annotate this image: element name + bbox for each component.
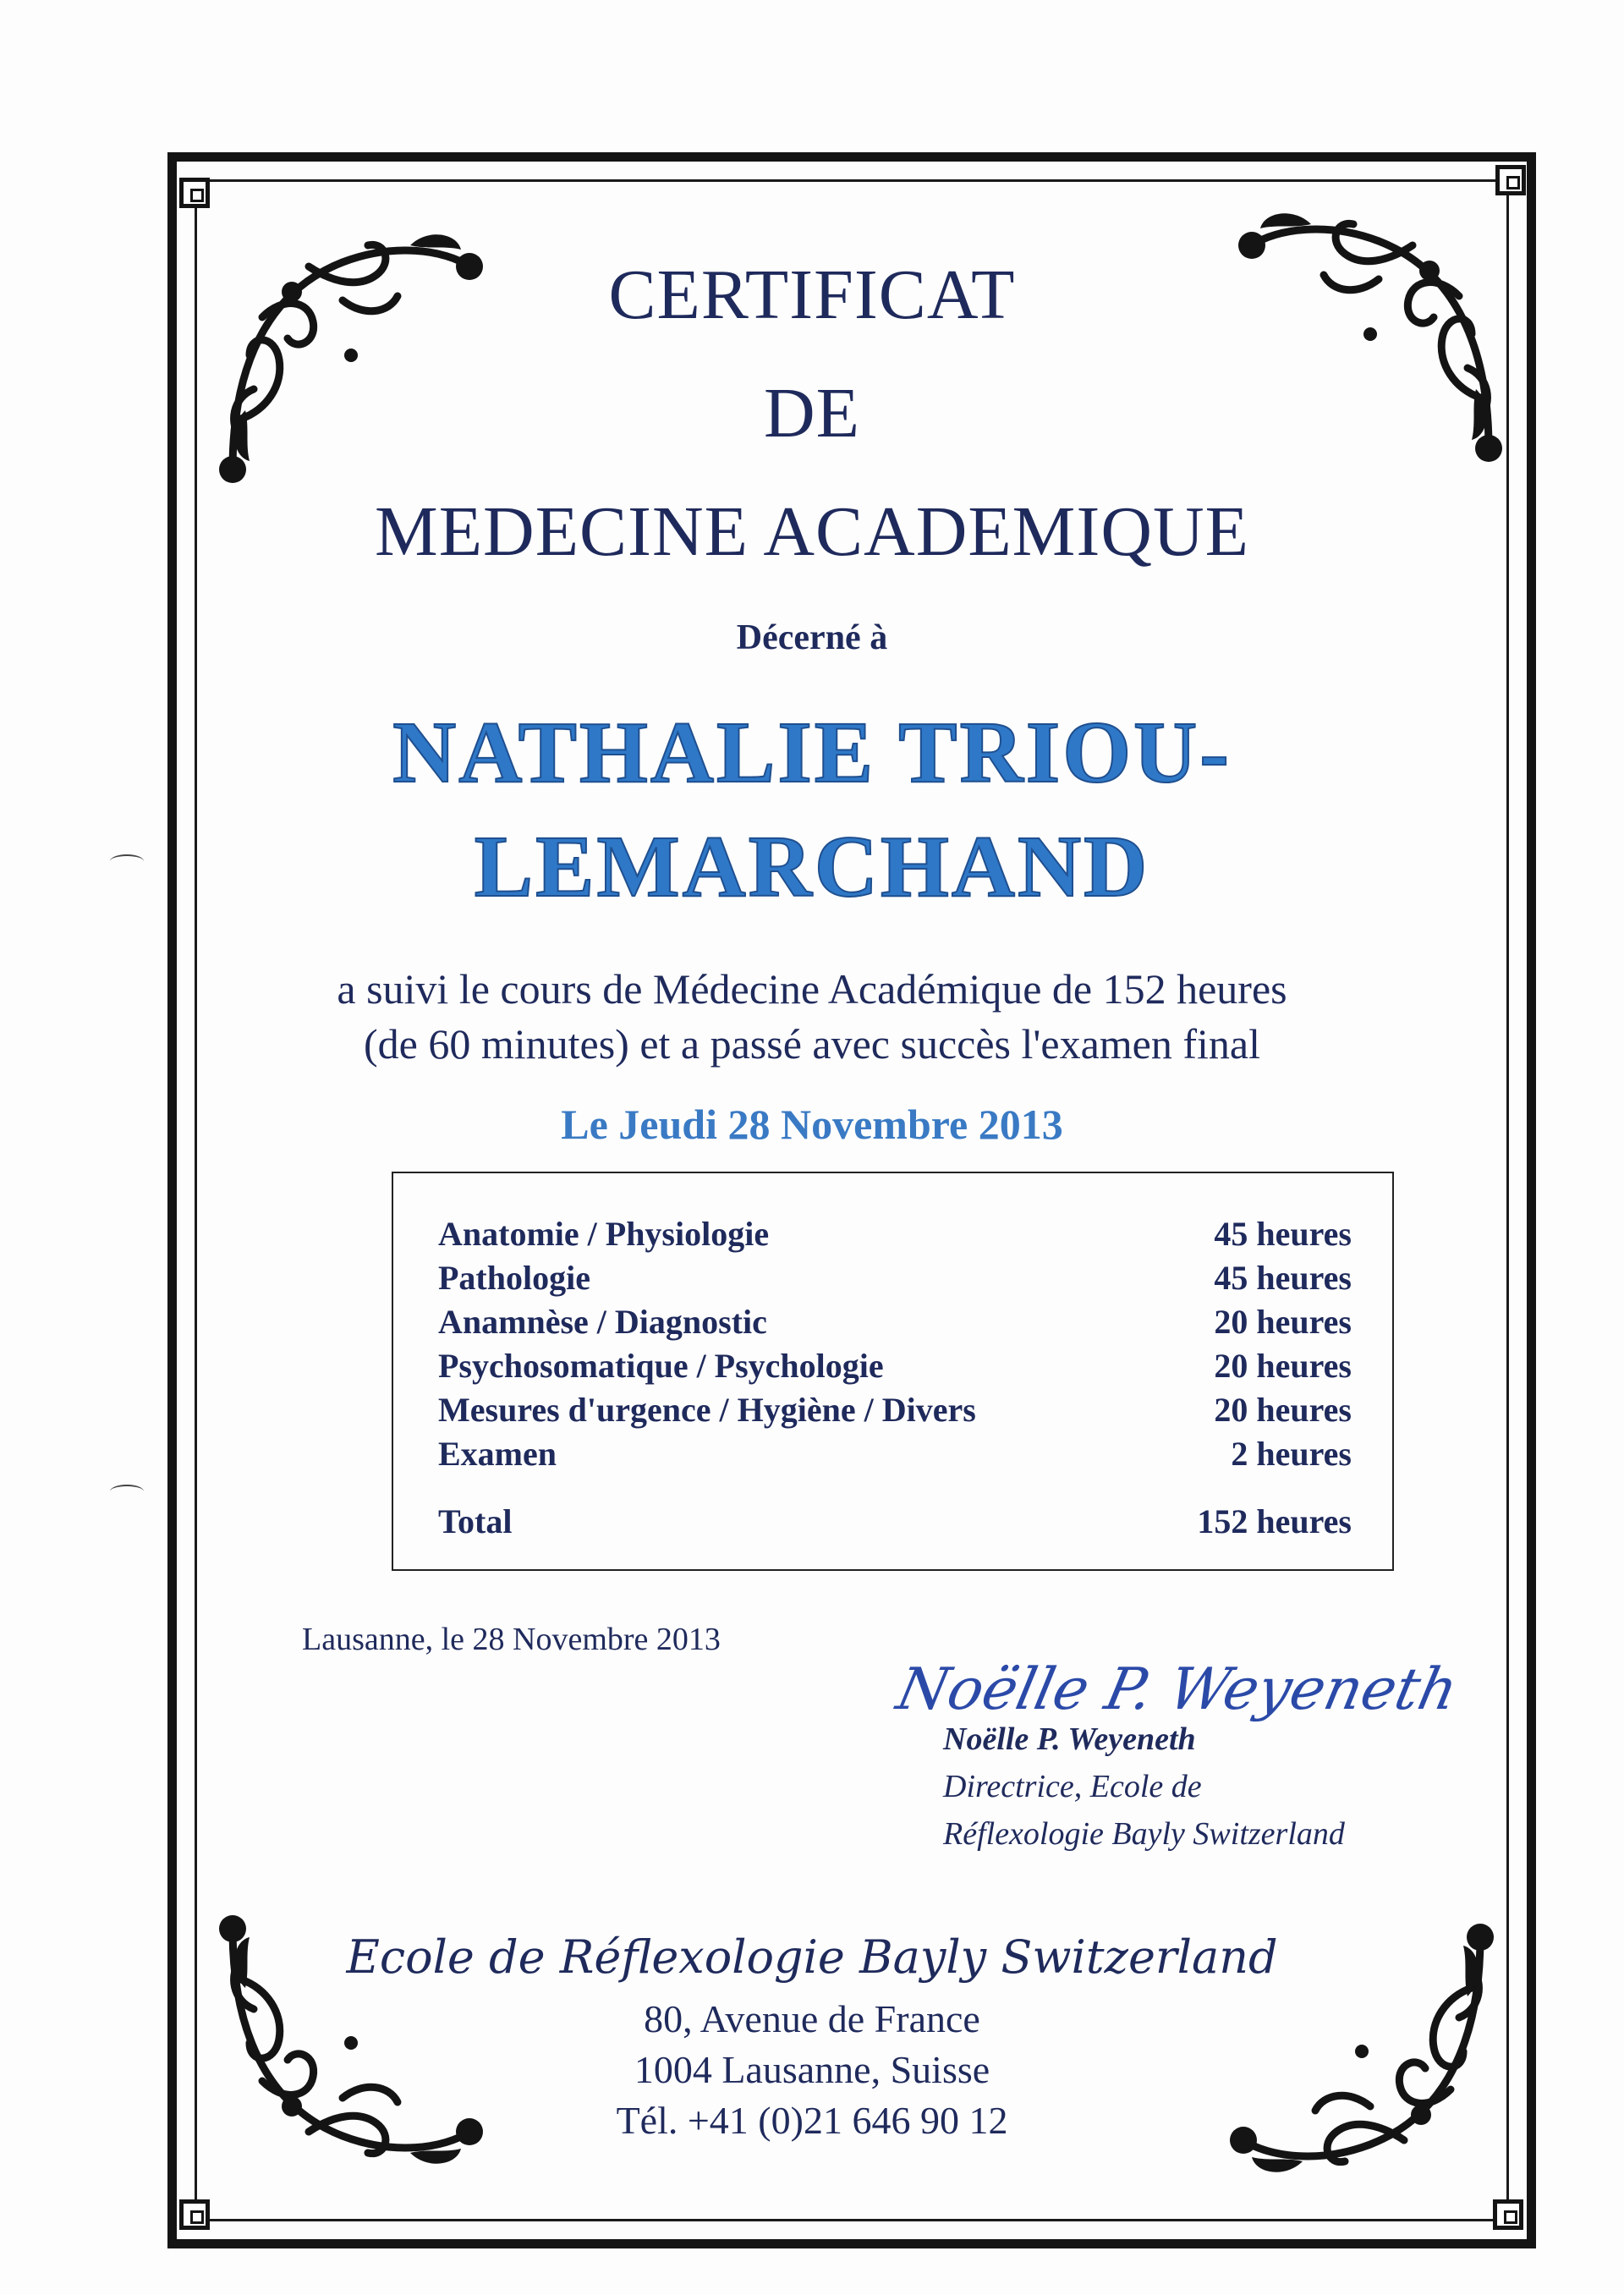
margin-mark-bottom (110, 1485, 144, 1498)
recipient-name-line1: NATHALIE TRIOU- (392, 704, 1232, 801)
description-line2: (de 60 minutes) et a passé avec succès l'examen final (364, 1020, 1260, 1068)
table-row (438, 1434, 1352, 1478)
school-street: 80, Avenue de France (644, 1997, 980, 2040)
course-name: Pathologie (438, 1259, 590, 1297)
course-hours: 2 heures (1231, 1435, 1352, 1473)
signer-title-line2: Réflexologie Bayly Switzerland (943, 1816, 1345, 1852)
corner-square-icon (179, 178, 210, 208)
table-row (438, 1214, 1352, 1258)
corner-square-icon (1493, 2199, 1523, 2230)
course-name: Anatomie / Physiologie (438, 1215, 770, 1253)
title-discipline: MEDECINE ACADEMIQUE (375, 492, 1249, 571)
table-row (438, 1302, 1352, 1346)
corner-square-icon (179, 2199, 210, 2230)
exam-date: Le Jeudi 28 Novembre 2013 (561, 1101, 1063, 1148)
title-certificat: CERTIFICAT (608, 255, 1016, 334)
awarded-to-label: Décerné à (736, 618, 888, 657)
title-de: DE (764, 374, 860, 453)
course-hours: 20 heures (1214, 1391, 1352, 1429)
course-hours: 20 heures (1214, 1347, 1352, 1385)
handwritten-signature: Noëlle P. Weyeneth (891, 1656, 1464, 1723)
course-hours: 20 heures (1214, 1303, 1352, 1341)
description-line1: a suivi le cours de Médecine Académique de 152 heures (337, 965, 1287, 1013)
total-row (438, 1502, 1352, 1546)
course-name: Mesures d'urgence / Hygiène / Divers (438, 1391, 976, 1429)
table-row (438, 1390, 1352, 1434)
school-city: 1004 Lausanne, Suisse (634, 2048, 990, 2091)
table-row (438, 1346, 1352, 1390)
total-hours: 152 heures (1197, 1502, 1352, 1540)
course-name: Psychosomatique / Psychologie (438, 1347, 884, 1385)
course-hours: 45 heures (1214, 1215, 1352, 1253)
course-name: Anamnèse / Diagnostic (438, 1303, 767, 1341)
place-and-date: Lausanne, le 28 Novembre 2013 (302, 1622, 721, 1657)
course-name: Examen (438, 1435, 557, 1473)
corner-square-icon (1495, 165, 1526, 195)
signer-title-line1: Directrice, Ecole de (943, 1769, 1202, 1804)
school-phone: Tél. +41 (0)21 646 90 12 (616, 2099, 1008, 2142)
total-label: Total (438, 1502, 513, 1540)
course-hours: 45 heures (1214, 1259, 1352, 1297)
course-hours-table (392, 1172, 1394, 1571)
signer-name: Noëlle P. Weyeneth (943, 1721, 1196, 1757)
recipient-name-line2: LEMARCHAND (474, 818, 1150, 915)
school-name: Ecole de Réflexologie Bayly Switzerland (346, 1930, 1278, 1984)
table-row (438, 1258, 1352, 1302)
